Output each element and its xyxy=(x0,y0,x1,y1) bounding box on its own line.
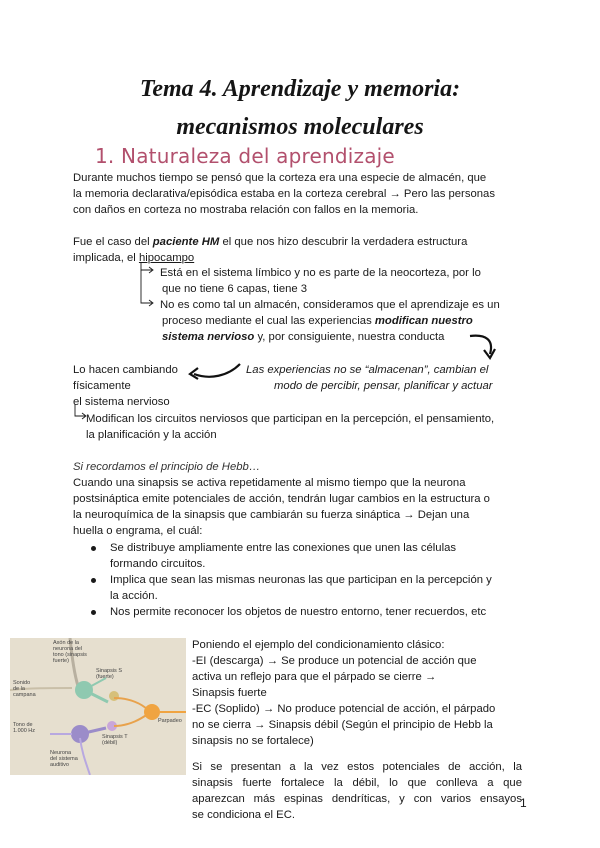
list-item: Implica que sean las mismas neuronas las que participan en la percepción y la acción. xyxy=(88,572,528,604)
hippo-b2-l2-pre: proceso mediante el cual las experiencias xyxy=(162,315,375,327)
page-number: 1 xyxy=(520,796,527,810)
left-note-line-2: físicamente xyxy=(73,380,131,392)
hippo-b1-line-2: que no tiene 6 capas, tiene 3 xyxy=(162,283,308,295)
synapse-figure xyxy=(10,638,186,775)
hm-bold: paciente HM xyxy=(152,236,220,248)
classic-line-3: activa un reflejo para que el párpado se cierre → xyxy=(192,671,437,683)
classic-line-7: sinapsis no se fortalece) xyxy=(192,735,314,747)
hippo-b1-line-1: Está en el sistema límbico y no es parte de la neocorteza, por lo xyxy=(160,267,481,279)
engram-list xyxy=(88,540,528,620)
hebb-line-4: huella o engrama, el cuál: xyxy=(73,525,203,537)
hippo-b2-line-1: No es como tal un almacén, consideramos que el aprendizaje es un xyxy=(160,299,500,311)
hm-pre: Fue el caso del xyxy=(73,236,153,248)
page-subtitle: mecanismos moleculares xyxy=(176,114,424,140)
figure-label-synapse-s: Sinapsis S (fuerte) xyxy=(96,668,122,680)
hipocampo-link: hipocampo xyxy=(138,252,195,264)
classic-line-2: -EI (descarga) → Se produce un potencial de acción que xyxy=(192,655,477,667)
intro-line-3: con daños en corteza no mostraba relación con fallos en la memoria. xyxy=(73,204,419,216)
intro-line-2: la memoria declarativa/episódica estaba en la corteza cerebral → Pero las personas xyxy=(73,188,495,200)
section-heading: 1. Naturaleza del aprendizaje xyxy=(95,144,395,168)
hm-post: el que nos hizo descubrir la verdadera estructura xyxy=(219,236,468,248)
hebb-line-3: la neuroquímica de la sinapsis que cambiarán su fuerza sináptica → Dejan una xyxy=(73,509,470,521)
classic-p2-line-1: Si se presentan a la vez estos potenciales de acción, la xyxy=(192,761,522,773)
figure-label-sonido: Sonido de la campana xyxy=(13,680,36,698)
intro-line-1: Durante muchos tiempo se pensó que la corteza era una especie de almacén, que xyxy=(73,172,487,184)
right-note-line-2: modo de percibir, pensar, planificar y actuar xyxy=(274,380,493,392)
right-note-line-1: Las experiencias no se “almacenan”, cambian el xyxy=(246,364,489,376)
modify-line-1: Modifican los circuitos nerviosos que participan en la percepción, el pensamiento, xyxy=(86,413,495,425)
hebb-line-2: postsináptica emite potenciales de acción, tendrán lugar cambios en la estructura o xyxy=(73,493,490,505)
page-title: Tema 4. Aprendizaje y memoria: xyxy=(139,76,461,102)
classic-p2-line-2: sinapsis fuerte fortalece la débil, lo que conlleva a que xyxy=(192,777,522,789)
hebb-heading: Si recordamos el principio de Hebb… xyxy=(73,461,261,473)
list-item: Se distribuye ampliamente entre las conexiones que unen las células formando circuitos. xyxy=(88,540,528,572)
hippo-b2-l3-bold: sistema nervioso xyxy=(162,331,255,343)
classic-p2-line-3: aparezcan más espinas dendríticas, y con varios ensayos xyxy=(192,793,522,805)
hippo-b2-l2-bold: modifican nuestro xyxy=(374,315,473,327)
figure-label-neuron: Neurona del sistema auditivo xyxy=(50,750,78,768)
figure-label-tone: Tono de 1.000 Hz xyxy=(13,722,36,734)
classic-line-1: Poniendo el ejemplo del condicionamiento clásico: xyxy=(192,639,445,651)
hippo-b2-line-2 xyxy=(162,313,542,329)
hm-line-1 xyxy=(73,234,533,250)
curved-arrow-down-icon xyxy=(466,330,502,364)
branch-arrows-icon xyxy=(138,262,158,322)
classic-line-4: Sinapsis fuerte xyxy=(192,687,267,699)
left-note-line-1: Lo hacen cambiando xyxy=(73,364,178,376)
figure-label-axon: Axón de la neurona del tono (sinapsis fuerte) xyxy=(53,640,87,664)
classic-p2-line-4: se condiciona el EC. xyxy=(192,809,295,821)
modify-line-2: la planificación y la acción xyxy=(86,429,217,441)
figure-label-synapse-t: Sinapsis T (débil) xyxy=(102,734,128,746)
hebb-line-1: Cuando una sinapsis se activa repetidamente al mismo tiempo que la neurona xyxy=(73,477,466,489)
hippo-b2-l3-post: y, por consiguiente, nuestra conducta xyxy=(254,331,445,343)
left-note-line-3: el sistema nervioso xyxy=(73,396,170,408)
list-item: Nos permite reconocer los objetos de nuestro entorno, tener recuerdos, etc xyxy=(88,604,528,620)
classic-line-5: -EC (Soplido) → No produce potencial de acción, el párpado xyxy=(192,703,496,715)
hm-l2-pre: implicada, el xyxy=(73,252,139,264)
figure-label-parpadeo: Parpadeo xyxy=(158,718,182,724)
classic-line-6: no se cierra → Sinapsis débil (Según el principio de Hebb la xyxy=(192,719,493,731)
